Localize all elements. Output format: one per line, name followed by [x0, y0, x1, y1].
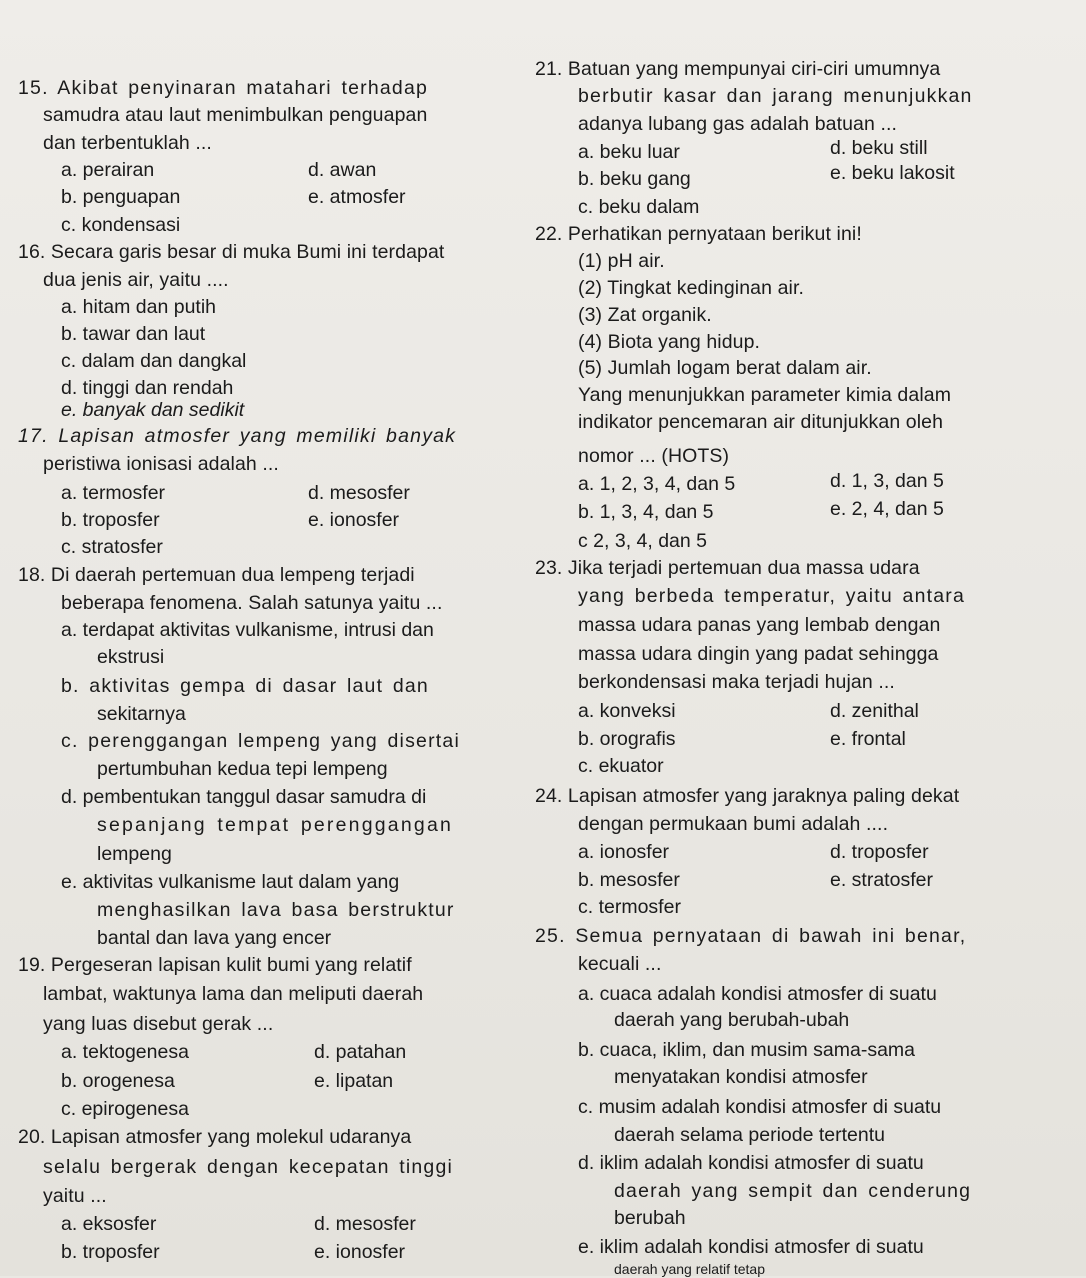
q18-option-d-line-2: sepanjang tempat perenggangan — [97, 814, 454, 836]
q21-stem-line-2: berbutir kasar dan jarang menunjukkan — [578, 85, 973, 107]
q17-stem-line-2: peristiwa ionisasi adalah ... — [43, 453, 279, 475]
q22-option-d: d. 1, 3, dan 5 — [830, 470, 944, 492]
q20-option-a: a. eksosfer — [61, 1213, 157, 1235]
q18-option-c-line-1: c. perenggangan lempeng yang disertai — [61, 730, 460, 752]
q23-option-c: c. ekuator — [578, 755, 664, 777]
q15-option-e: e. atmosfer — [308, 186, 406, 208]
q19-option-c: c. epirogenesa — [61, 1098, 189, 1120]
q18-option-e-line-3: bantal dan lava yang encer — [97, 927, 332, 949]
q15-stem-line-1: 15. Akibat penyinaran matahari terhadap — [18, 77, 429, 99]
q17-stem-line-1: 17. Lapisan atmosfer yang memiliki banyak — [18, 425, 457, 447]
q16-option-b: b. tawar dan laut — [61, 323, 206, 345]
q18-option-e-line-2: menghasilkan lava basa berstruktur — [97, 899, 455, 921]
q20-stem-line-2: selalu bergerak dengan kecepatan tinggi — [43, 1156, 454, 1178]
q25-option-d-line-1: d. iklim adalah kondisi atmosfer di suatu — [578, 1152, 924, 1174]
q17-option-e: e. ionosfer — [308, 509, 400, 531]
q22-option-e: e. 2, 4, dan 5 — [830, 498, 944, 520]
q16-stem-line-2: dua jenis air, yaitu .... — [43, 269, 229, 291]
q25-option-a-line-2: daerah yang berubah-ubah — [614, 1009, 850, 1031]
q25-option-d-line-2: daerah yang sempit dan cenderung — [614, 1180, 972, 1202]
q25-option-c-line-2: daerah selama periode tertentu — [614, 1124, 886, 1146]
q23-stem-line-2: yang berbeda temperatur, yaitu antara — [578, 585, 966, 607]
q17-option-b: b. troposfer — [61, 509, 160, 531]
q24-option-b: b. mesosfer — [578, 869, 680, 891]
q19-stem-line-1: 19. Pergeseran lapisan kulit bumi yang relatif — [18, 954, 412, 976]
q15-option-b: b. penguapan — [61, 186, 181, 208]
q15-option-d: d. awan — [308, 159, 377, 181]
q15-stem-line-2: samudra atau laut menimbulkan penguapan — [43, 104, 428, 126]
q16-stem-line-1: 16. Secara garis besar di muka Bumi ini terdapat — [18, 241, 445, 263]
q22-option-b: b. 1, 3, 4, dan 5 — [578, 501, 714, 523]
q25-option-e-line-2: daerah yang relatif tetap — [614, 1261, 765, 1277]
q18-option-b-line-1: b. aktivitas gempa di dasar laut dan — [61, 675, 429, 697]
q18-stem-line-1: 18. Di daerah pertemuan dua lempeng terjadi — [18, 564, 415, 586]
q15-option-c: c. kondensasi — [61, 214, 181, 236]
q22-item-4: (4) Biota yang hidup. — [578, 331, 761, 353]
q19-option-e: e. lipatan — [314, 1070, 394, 1092]
q19-option-d: d. patahan — [314, 1041, 407, 1063]
q21-stem-line-1: 21. Batuan yang mempunyai ciri-ciri umumnya — [535, 58, 941, 80]
q25-option-b-line-2: menyatakan kondisi atmosfer — [614, 1066, 868, 1088]
q16-option-a: a. hitam dan putih — [61, 296, 217, 318]
q22-option-a: a. 1, 2, 3, 4, dan 5 — [578, 473, 736, 495]
q19-option-b: b. orogenesa — [61, 1070, 175, 1092]
q21-stem-line-3: adanya lubang gas adalah batuan ... — [578, 113, 898, 135]
q16-option-c: c. dalam dan dangkal — [61, 350, 247, 372]
q17-option-c: c. stratosfer — [61, 536, 163, 558]
q25-option-b-line-1: b. cuaca, iklim, dan musim sama-sama — [578, 1039, 916, 1061]
q15-option-a: a. perairan — [61, 159, 155, 181]
q20-stem-line-1: 20. Lapisan atmosfer yang molekul udaranya — [18, 1126, 412, 1148]
q25-stem-line-1: 25. Semua pernyataan di bawah ini benar, — [535, 925, 967, 947]
q18-option-e-line-1: e. aktivitas vulkanisme laut dalam yang — [61, 871, 400, 893]
q21-option-c: c. beku dalam — [578, 196, 700, 218]
q20-option-d: d. mesosfer — [314, 1213, 416, 1235]
q25-option-a-line-1: a. cuaca adalah kondisi atmosfer di suatu — [578, 983, 937, 1005]
q23-stem-line-5: berkondensasi maka terjadi hujan ... — [578, 671, 895, 693]
q18-option-d-line-1: d. pembentukan tanggul dasar samudra di — [61, 786, 427, 808]
q18-option-a-line-1: a. terdapat aktivitas vulkanisme, intrusi dan — [61, 619, 434, 641]
q25-option-d-line-3: berubah — [614, 1207, 686, 1229]
q21-option-e: e. beku lakosit — [830, 162, 955, 184]
q24-option-a: a. ionosfer — [578, 841, 670, 863]
q17-option-d: d. mesosfer — [308, 482, 410, 504]
q18-option-b-line-2: sekitarnya — [97, 703, 186, 725]
q22-item-5: (5) Jumlah logam berat dalam air. — [578, 357, 872, 379]
q23-stem-line-4: massa udara dingin yang padat sehingga — [578, 643, 939, 665]
q21-option-d: d. beku still — [830, 137, 928, 159]
q25-option-c-line-1: c. musim adalah kondisi atmosfer di suatu — [578, 1096, 942, 1118]
q24-option-c: c. termosfer — [578, 896, 681, 918]
q20-stem-line-3: yaitu ... — [43, 1185, 107, 1207]
q23-option-b: b. orografis — [578, 728, 676, 750]
q22-item-1: (1) pH air. — [578, 250, 665, 272]
q24-option-d: d. troposfer — [830, 841, 929, 863]
q22-prompt-line-2: indikator pencemaran air ditunjukkan oleh — [578, 411, 944, 433]
q18-option-d-line-3: lempeng — [97, 843, 172, 865]
q23-stem-line-1: 23. Jika terjadi pertemuan dua massa udara — [535, 557, 920, 579]
q15-stem-line-3: dan terbentuklah ... — [43, 132, 212, 154]
q23-option-d: d. zenithal — [830, 700, 919, 722]
q19-stem-line-3: yang luas disebut gerak ... — [43, 1013, 274, 1035]
q23-option-e: e. frontal — [830, 728, 906, 750]
q24-stem-line-1: 24. Lapisan atmosfer yang jaraknya paling dekat — [535, 785, 960, 807]
q25-option-e-line-1: e. iklim adalah kondisi atmosfer di suatu — [578, 1236, 924, 1258]
q22-item-3: (3) Zat organik. — [578, 304, 712, 326]
q20-option-b: b. troposfer — [61, 1241, 160, 1263]
q20-option-e: e. ionosfer — [314, 1241, 406, 1263]
q18-stem-line-2: beberapa fenomena. Salah satunya yaitu ... — [61, 592, 443, 614]
q25-stem-line-2: kecuali ... — [578, 953, 662, 975]
q19-stem-line-2: lambat, waktunya lama dan meliputi daerah — [43, 983, 424, 1005]
q22-prompt-line-3: nomor ... (HOTS) — [578, 445, 730, 467]
q16-option-e: e. banyak dan sedikit — [61, 399, 245, 421]
q21-option-b: b. beku gang — [578, 168, 691, 190]
q22-item-2: (2) Tingkat kedinginan air. — [578, 277, 804, 299]
q24-stem-line-2: dengan permukaan bumi adalah .... — [578, 813, 889, 835]
q16-option-d: d. tinggi dan rendah — [61, 377, 234, 399]
q22-prompt-line-1: Yang menunjukkan parameter kimia dalam — [578, 384, 952, 406]
q18-option-c-line-2: pertumbuhan kedua tepi lempeng — [97, 758, 388, 780]
q17-option-a: a. termosfer — [61, 482, 166, 504]
q21-option-a: a. beku luar — [578, 141, 680, 163]
q19-option-a: a. tektogenesa — [61, 1041, 189, 1063]
q18-option-a-line-2: ekstrusi — [97, 646, 165, 668]
q22-stem: 22. Perhatikan pernyataan berikut ini! — [535, 223, 862, 245]
q23-option-a: a. konveksi — [578, 700, 676, 722]
q23-stem-line-3: massa udara panas yang lembab dengan — [578, 614, 941, 636]
q24-option-e: e. stratosfer — [830, 869, 933, 891]
q22-option-c: c 2, 3, 4, dan 5 — [578, 530, 708, 552]
